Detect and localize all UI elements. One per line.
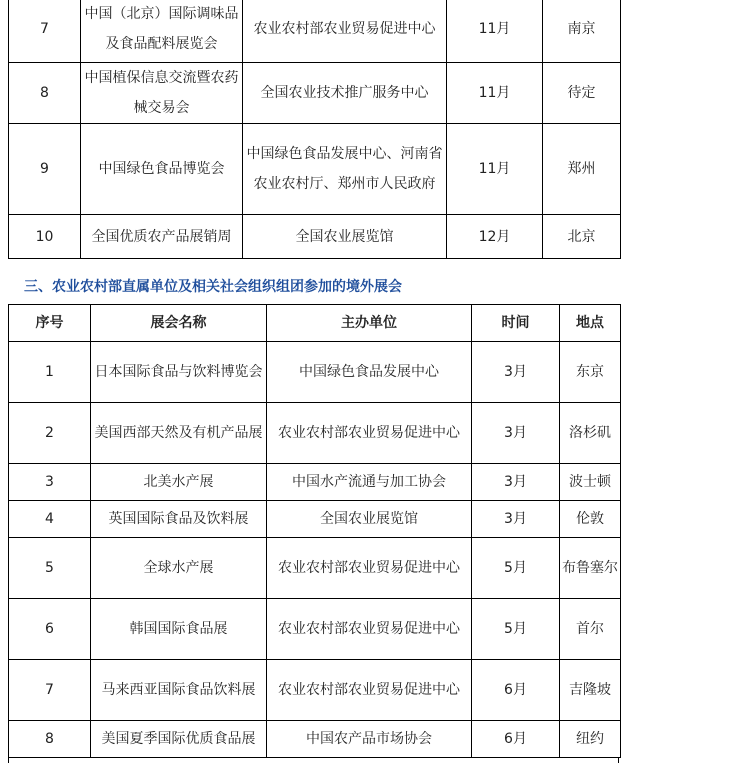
row-number: 3	[9, 464, 91, 501]
exhibition-name: 全国优质农产品展销周	[81, 215, 243, 259]
exhibition-time: 5月	[472, 538, 560, 599]
organizer: 全国农业展览馆	[267, 501, 472, 538]
organizer: 农业农村部农业贸易促进中心	[267, 660, 472, 721]
table-row	[9, 464, 621, 501]
table-row	[9, 124, 621, 215]
row-number: 8	[9, 63, 81, 124]
domestic-exhibitions-table	[8, 0, 621, 259]
column-header-name: 展会名称	[91, 305, 267, 342]
exhibition-time: 6月	[472, 721, 560, 758]
exhibition-name: 韩国国际食品展	[91, 599, 267, 660]
row-number: 1	[9, 342, 91, 403]
row-number: 5	[9, 538, 91, 599]
organizer: 农业农村部农业贸易促进中心	[267, 538, 472, 599]
exhibition-name: 美国夏季国际优质食品展	[91, 721, 267, 758]
exhibition-name: 全球水产展	[91, 538, 267, 599]
exhibition-place: 伦敦	[560, 501, 621, 538]
table-row	[9, 215, 621, 259]
table-row	[9, 63, 621, 124]
exhibition-time: 3月	[472, 342, 560, 403]
exhibition-name: 中国绿色食品博览会	[81, 124, 243, 215]
exhibition-name: 英国国际食品及饮料展	[91, 501, 267, 538]
exhibition-time: 3月	[472, 501, 560, 538]
table-row	[9, 721, 621, 758]
organizer: 农业农村部农业贸易促进中心	[267, 599, 472, 660]
exhibition-time: 3月	[472, 403, 560, 464]
exhibition-time: 12月	[447, 215, 543, 259]
exhibition-place: 北京	[543, 215, 621, 259]
exhibition-name: 中国植保信息交流暨农药械交易会	[81, 63, 243, 124]
table-row	[9, 403, 621, 464]
table-row	[9, 660, 621, 721]
column-header-no: 序号	[9, 305, 91, 342]
column-header-place: 地点	[560, 305, 621, 342]
overseas-exhibitions-table	[8, 304, 621, 758]
exhibition-name: 中国（北京）国际调味品及食品配料展览会	[81, 0, 243, 63]
exhibition-place: 波士顿	[560, 464, 621, 501]
table-header-row	[9, 305, 621, 342]
exhibition-name: 美国西部天然及有机产品展	[91, 403, 267, 464]
exhibition-place: 吉隆坡	[560, 660, 621, 721]
organizer: 全国农业技术推广服务中心	[243, 63, 447, 124]
table-row	[9, 342, 621, 403]
exhibition-place: 南京	[543, 0, 621, 63]
exhibition-time: 6月	[472, 660, 560, 721]
row-number: 7	[9, 0, 81, 63]
table-continuation	[8, 757, 619, 763]
exhibition-time: 11月	[447, 124, 543, 215]
exhibition-name: 日本国际食品与饮料博览会	[91, 342, 267, 403]
organizer: 农业农村部农业贸易促进中心	[267, 403, 472, 464]
organizer: 中国绿色食品发展中心、河南省农业农村厅、郑州市人民政府	[243, 124, 447, 215]
organizer: 中国农产品市场协会	[267, 721, 472, 758]
exhibition-place: 郑州	[543, 124, 621, 215]
table-row	[9, 599, 621, 660]
row-number: 9	[9, 124, 81, 215]
exhibition-place: 首尔	[560, 599, 621, 660]
exhibition-place: 东京	[560, 342, 621, 403]
organizer: 中国绿色食品发展中心	[267, 342, 472, 403]
column-header-time: 时间	[472, 305, 560, 342]
row-number: 4	[9, 501, 91, 538]
exhibition-time: 5月	[472, 599, 560, 660]
section-title: 三、农业农村部直属单位及相关社会组织组团参加的境外展会	[24, 279, 402, 295]
row-number: 7	[9, 660, 91, 721]
organizer: 农业农村部农业贸易促进中心	[243, 0, 447, 63]
exhibition-place: 洛杉矶	[560, 403, 621, 464]
exhibition-time: 3月	[472, 464, 560, 501]
row-number: 8	[9, 721, 91, 758]
exhibition-place: 待定	[543, 63, 621, 124]
exhibition-name: 马来西亚国际食品饮料展	[91, 660, 267, 721]
exhibition-time: 11月	[447, 0, 543, 63]
exhibition-time: 11月	[447, 63, 543, 124]
organizer: 全国农业展览馆	[243, 215, 447, 259]
exhibition-place: 纽约	[560, 721, 621, 758]
table-row	[9, 501, 621, 538]
organizer: 中国水产流通与加工协会	[267, 464, 472, 501]
exhibition-place: 布鲁塞尔	[560, 538, 621, 599]
table-row	[9, 538, 621, 599]
exhibition-name: 北美水产展	[91, 464, 267, 501]
row-number: 2	[9, 403, 91, 464]
row-number: 6	[9, 599, 91, 660]
column-header-organizer: 主办单位	[267, 305, 472, 342]
table-row	[9, 0, 621, 63]
row-number: 10	[9, 215, 81, 259]
